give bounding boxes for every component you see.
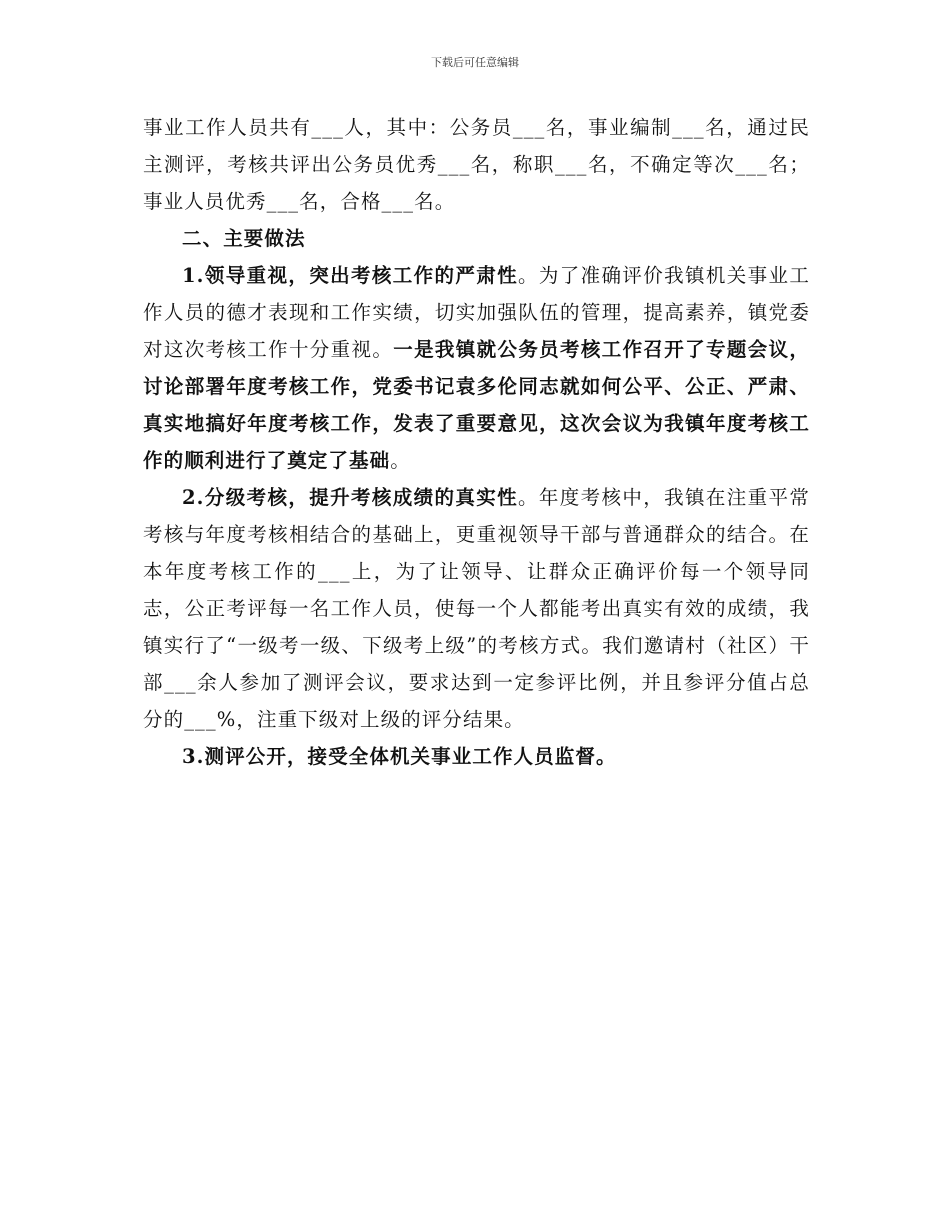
item-1-text: 。为了准确评价我镇机关事业工作人员的德才表现和工作实绩，切实加强队伍的管理，提高素养，镇党委对这次考核工作十分重视。: [143, 264, 811, 361]
item-2-text: 。年度考核中，我镇在注重平常考核与年度考核相结合的基础上，更重视领导干部与普通群众的结合。在本年度考核工作的___上，为了让领导、让群众正确评价每一个领导同志，公正考评每一名工作人员，使每一个人都能考出真实有效的成绩，我镇实行了“一级考一级、下级考上级”的考核方式。我们邀请村（社区）干部___余人参加了测评会议，要求达到一定参评比例，并且参评分值占总分的___%，注重下级对上级的评分结果。: [143, 486, 811, 731]
document-body: [143, 109, 810, 775]
summary-paragraph: 事业工作人员共有___人，其中：公务员___名，事业编制___名，通过民主测评，考核共评出公务员优秀___名，称职___名，不确定等次___名；事业人员优秀___名，合格___名。: [143, 116, 810, 213]
item-3-title: 3.测评公开，接受全体机关事业工作人员监督。: [182, 745, 617, 768]
section-heading: 二、主要做法: [182, 227, 306, 250]
page-header: 下载后可任意编辑: [431, 56, 519, 69]
item-1-end: 。: [390, 449, 411, 472]
item-1-paragraph: [143, 257, 810, 479]
item-2-title: 2.分级考核，提升考核成绩的真实性: [182, 486, 518, 509]
item-2-paragraph: [143, 479, 810, 738]
item-1-title: 1.领导重视，突出考核工作的严肃性: [182, 264, 518, 287]
item-1-bold-text: 一是我镇就公务员考核工作召开了专题会议，讨论部署年度考核工作，党委书记袁多伦同志就如何公平、公正、严肃、真实地搞好年度考核工作，发表了重要意见，这次会议为我镇年度考核工作的顺利进行了奠定了基础: [143, 338, 810, 472]
